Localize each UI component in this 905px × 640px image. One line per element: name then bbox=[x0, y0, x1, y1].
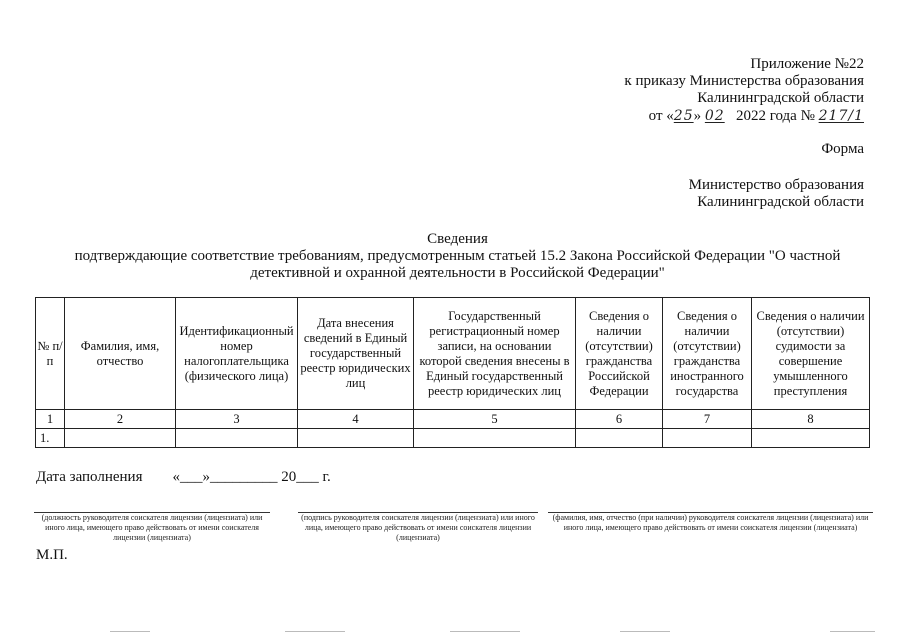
col-number-3: 3 bbox=[176, 410, 298, 429]
col-number-6: 6 bbox=[576, 410, 663, 429]
ministry-line-2: Калининградской области bbox=[697, 194, 864, 210]
table-row bbox=[36, 429, 870, 448]
signature-sign-caption: (подпись руководителя соискателя лицензии (лицензиата) или иного лица, имеющего право действовать от имени соискателя лицензии (лицензиата) bbox=[298, 512, 538, 543]
appendix-title: Приложение №22 bbox=[750, 56, 864, 72]
scan-artifact bbox=[620, 631, 670, 632]
table-column-numbers-row bbox=[36, 410, 870, 429]
document-subtitle-1: подтверждающие соответствие требованиям, предусмотренным статьей 15.2 Закона Российской Федерации "О частной bbox=[74, 248, 841, 264]
table-header-row bbox=[36, 298, 870, 410]
col-number-8: 8 bbox=[752, 410, 870, 429]
date-day: 25 bbox=[673, 108, 694, 124]
col-header-registry-date: Дата внесения сведений в Единый государственный реестр юридических лиц bbox=[298, 298, 414, 410]
order-reference: к приказу Министерства образования bbox=[624, 73, 864, 89]
row-index: 1. bbox=[36, 429, 65, 448]
col-header-inn: Идентификационный номер налогоплательщика (физического лица) bbox=[176, 298, 298, 410]
date-mid: » bbox=[693, 108, 702, 124]
stamp-label: М.П. bbox=[36, 547, 68, 563]
ministry-line-1: Министерство образования bbox=[688, 177, 864, 193]
col-header-criminal-record: Сведения о наличии (отсутствии) судимости за совершение умышленного преступления bbox=[752, 298, 870, 410]
col-header-number: № п/п bbox=[36, 298, 65, 410]
table-cell bbox=[298, 429, 414, 448]
col-number-1: 1 bbox=[36, 410, 65, 429]
table-cell bbox=[176, 429, 298, 448]
col-number-2: 2 bbox=[65, 410, 176, 429]
form-label: Форма bbox=[821, 141, 864, 157]
date-month: 02 bbox=[704, 108, 725, 124]
table-cell bbox=[752, 429, 870, 448]
region-name: Калининградской области bbox=[697, 90, 864, 106]
scan-artifact bbox=[110, 631, 150, 632]
col-header-registration-number: Государственный регистрационный номер записи, на основании которой сведения внесены в Единый государственный реестр юридических лиц bbox=[414, 298, 576, 410]
col-header-rf-citizenship: Сведения о наличии (отсутствии) гражданства Российской Федерации bbox=[576, 298, 663, 410]
signature-name-caption: (фамилия, имя, отчество (при наличии) руководителя соискателя лицензии (лицензиата) или иного лица, имеющего право действовать от имени соискателя лицензии (лицензиата) bbox=[548, 512, 873, 533]
table-cell bbox=[414, 429, 576, 448]
col-number-7: 7 bbox=[663, 410, 752, 429]
scan-artifact bbox=[450, 631, 520, 632]
document-subtitle-2: детективной и охранной деятельности в Российской Федерации" bbox=[250, 265, 665, 281]
col-header-foreign-citizenship: Сведения о наличии (отсутствии) гражданства иностранного государства bbox=[663, 298, 752, 410]
order-date-line bbox=[649, 108, 864, 125]
scan-artifact bbox=[285, 631, 345, 632]
order-number: 217/1 bbox=[818, 108, 864, 124]
date-prefix: от « bbox=[648, 108, 674, 124]
signature-position-caption: (должность руководителя соискателя лицензии (лицензиата) или иного лица, имеющего право действовать от имени соискателя лицензии (лицензиата) bbox=[34, 512, 270, 543]
scan-artifact bbox=[830, 631, 875, 632]
information-table bbox=[35, 297, 870, 448]
fill-date: Дата заполнения «___»_________ 20___ г. bbox=[36, 469, 331, 485]
date-year: 2022 года № bbox=[735, 108, 815, 124]
col-header-name: Фамилия, имя, отчество bbox=[65, 298, 176, 410]
document-title: Сведения bbox=[427, 231, 488, 247]
col-number-4: 4 bbox=[298, 410, 414, 429]
table-cell bbox=[663, 429, 752, 448]
col-number-5: 5 bbox=[414, 410, 576, 429]
table-cell bbox=[65, 429, 176, 448]
table-cell bbox=[576, 429, 663, 448]
